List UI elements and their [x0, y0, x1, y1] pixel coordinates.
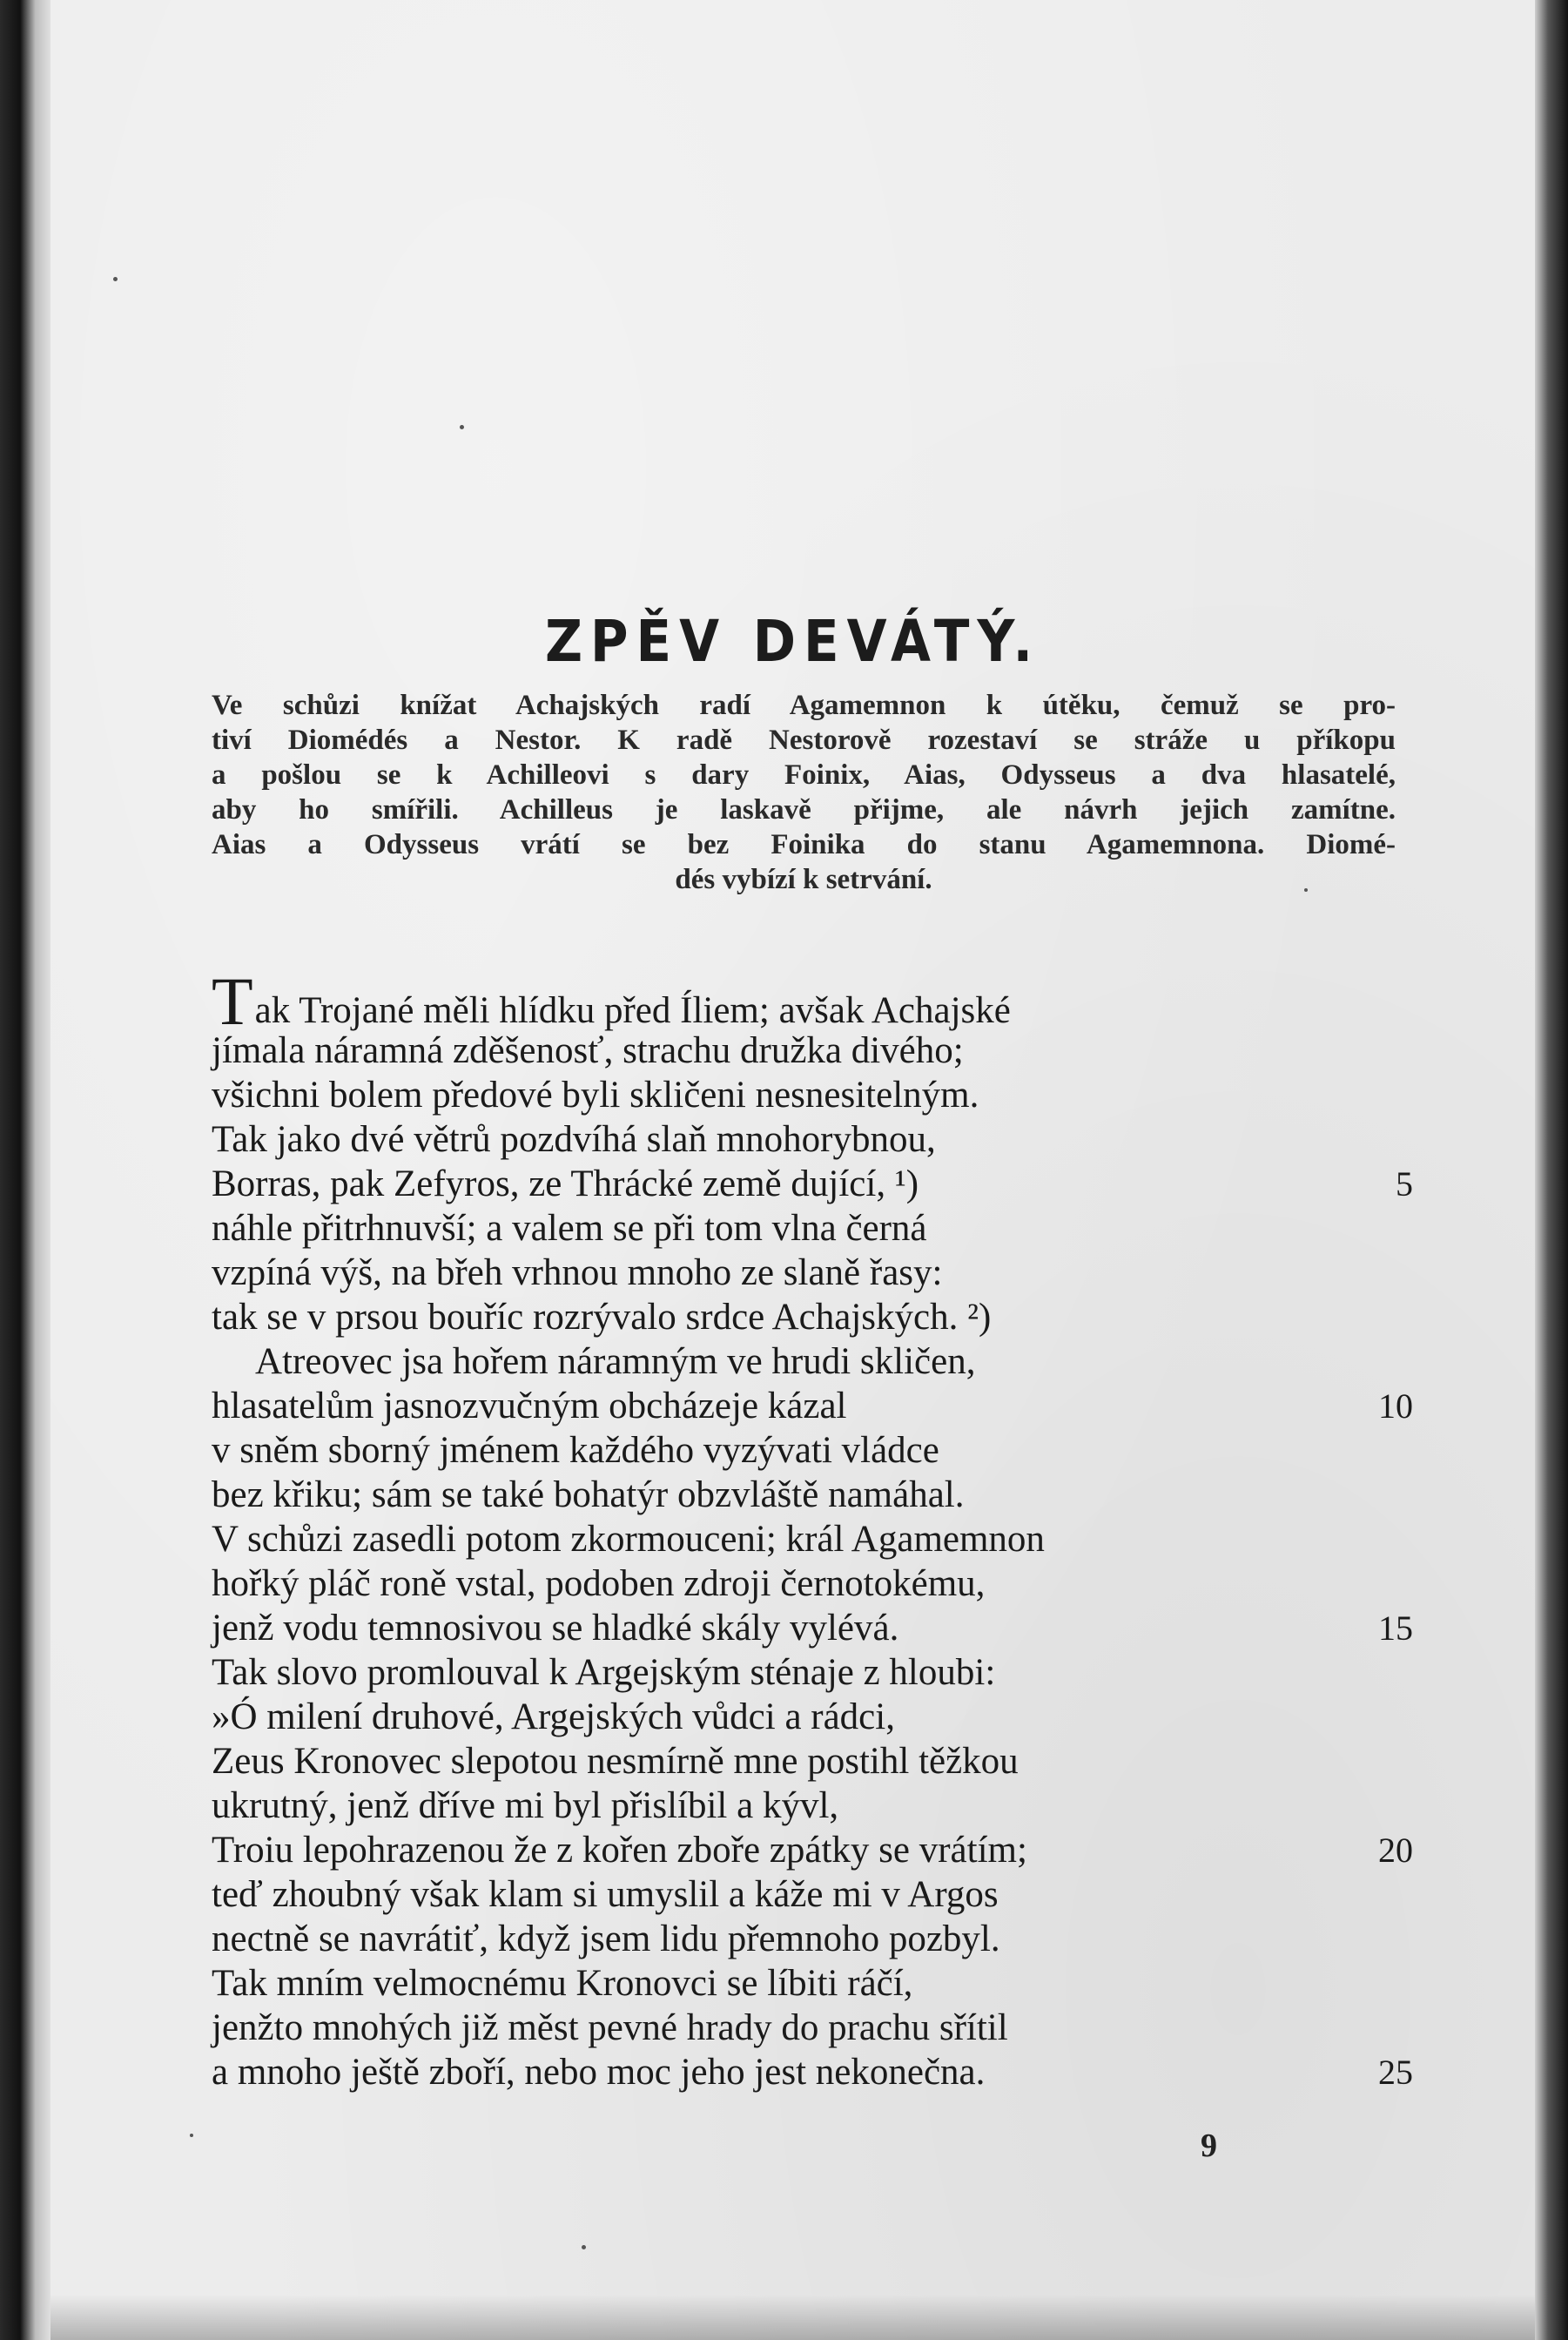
summary-line: a pošlou se k Achilleovi s dary Foinix, Aias, Odysseus a dva hlasatelé, — [212, 759, 1396, 791]
verse-text: Tak jako dvé větrů pozdvíhá slaň mnohorybnou, — [212, 1119, 936, 1160]
verse-line — [212, 1384, 1413, 1428]
verse-text-rest: ak Trojané měli hlídku před Íliem; avšak Achajské — [254, 990, 1011, 1031]
summary-line: tiví Diomédés a Nestor. K radě Nestorově rozestaví se stráže u příkopu — [212, 725, 1396, 756]
verse-number: 15 — [1378, 1608, 1413, 1648]
summary-line: Aias a Odysseus vrátí se bez Foinika do stanu Agamemnona. Diomé- — [212, 829, 1396, 860]
verse-number: 5 — [1396, 1164, 1413, 1204]
verse-line — [212, 1028, 1413, 1073]
verse-text: Tak mním velmocnému Kronovci se líbiti ráčí, — [212, 1963, 913, 2004]
verse-line — [212, 1473, 1413, 1517]
verse-line — [212, 1073, 1413, 1117]
verse-line — [212, 1650, 1413, 1695]
verse-text: a mnoho ještě zboří, nebo moc jeho jest nekonečna. — [212, 2052, 986, 2093]
scan-speck — [113, 277, 118, 281]
summary-line: aby ho smířili. Achilleus je laskavě přijme, ale návrh jejich zamítne. — [212, 794, 1396, 826]
verse-line — [212, 1251, 1413, 1295]
verse-number: 25 — [1378, 2053, 1413, 2092]
verse-line — [212, 1606, 1413, 1650]
verse-line — [212, 1828, 1413, 1872]
verse-text: Tak slovo promlouval k Argejským sténaje z hloubi: — [212, 1652, 996, 1693]
verse-line — [212, 2050, 1413, 2094]
verse-text: všichni bolem předové byli skličeni nesnesitelným. — [212, 1075, 979, 1116]
verse-line — [212, 1117, 1413, 1162]
verse-text: Borras, pak Zefyros, ze Thrácké země dující, ¹) — [212, 1163, 919, 1204]
verse-line — [212, 963, 1413, 1039]
verse-text: hořký pláč roně vstal, podoben zdroji černotokému, — [212, 1563, 986, 1604]
verse-line — [212, 1517, 1413, 1561]
verse-line — [212, 1428, 1413, 1473]
summary-line: Ve schůzi knížat Achajských radí Agamemnon k útěku, čemuž se pro- — [212, 690, 1396, 721]
verse-text: teď zhoubný však klam si umyslil a káže mi v Argos — [212, 1874, 999, 1915]
verse-line — [212, 1961, 1413, 2006]
verse-line — [212, 1917, 1413, 1961]
verse-text: jenžto mnohých již měst pevné hrady do prachu sřítil — [212, 2007, 1008, 2048]
verse-text: Atreovec jsa hořem náramným ve hrudi skličen, — [255, 1341, 976, 1382]
verse-text: ukrutný, jenž dříve mi byl přislíbil a kývl, — [212, 1785, 839, 1826]
verse-line — [212, 1561, 1413, 1606]
verse-text — [212, 963, 1011, 1039]
verse-line — [212, 1339, 1413, 1384]
verse-text: bez křiku; sám se také bohatýr obzvláště namáhal. — [212, 1474, 965, 1515]
verse-text: hlasatelům jasnozvučným obcházeje kázal — [212, 1386, 847, 1426]
verse-line — [212, 1784, 1413, 1828]
verse-text: Zeus Kronovec slepotou nesmírně mne postihl těžkou — [212, 1741, 1019, 1782]
verse-line — [212, 1739, 1413, 1784]
verse-number: 20 — [1378, 1831, 1413, 1870]
verse-block — [212, 963, 1413, 2094]
chapter-title: ZPĚV DEVÁTÝ. — [544, 608, 1041, 676]
scan-speck — [582, 2245, 586, 2249]
page-number: 9 — [1201, 2128, 1217, 2164]
chapter-summary — [212, 688, 1396, 897]
drop-initial: T — [212, 963, 253, 1039]
verse-text: »Ó milení druhové, Argejských vůdci a rádci, — [212, 1696, 895, 1737]
scan-left-edge — [0, 0, 50, 2340]
verse-text: nectně se navrátiť, když jsem lidu přemnoho pozbyl. — [212, 1919, 1000, 1959]
scan-right-edge — [1535, 0, 1568, 2340]
verse-text: jímala náramná zděšenosť, strachu družka divého; — [212, 1030, 964, 1071]
verse-line — [212, 2006, 1413, 2050]
verse-line — [212, 1206, 1413, 1251]
verse-text: Troiu lepohrazenou že z kořen zboře zpátky se vrátím; — [212, 1830, 1027, 1871]
verse-line — [212, 1695, 1413, 1739]
verse-text: vzpíná výš, na břeh vrhnou mnoho ze slaně řasy: — [212, 1252, 943, 1293]
scan-bottom-shadow — [50, 2295, 1535, 2340]
verse-line — [212, 1162, 1413, 1206]
verse-text: v sněm sborný jménem každého vyzývati vládce — [212, 1430, 939, 1471]
scan-speck — [190, 2134, 193, 2137]
verse-text: náhle přitrhnuvší; a valem se při tom vlna černá — [212, 1208, 927, 1249]
scan-speck — [1304, 888, 1308, 892]
verse-text: V schůzi zasedli potom zkormouceni; král Agamemnon — [212, 1519, 1045, 1560]
verse-text: tak se v prsou bouříc rozrývalo srdce Achajských. ²) — [212, 1297, 992, 1338]
verse-text: jenž vodu temnosivou se hladké skály vylévá. — [212, 1608, 899, 1649]
verse-number: 10 — [1378, 1386, 1413, 1426]
verse-line — [212, 1872, 1413, 1917]
book-page — [50, 0, 1535, 2340]
summary-line: dés vybízí k setrvání. — [675, 864, 932, 895]
verse-line — [212, 1295, 1413, 1339]
scan-speck — [460, 425, 464, 429]
